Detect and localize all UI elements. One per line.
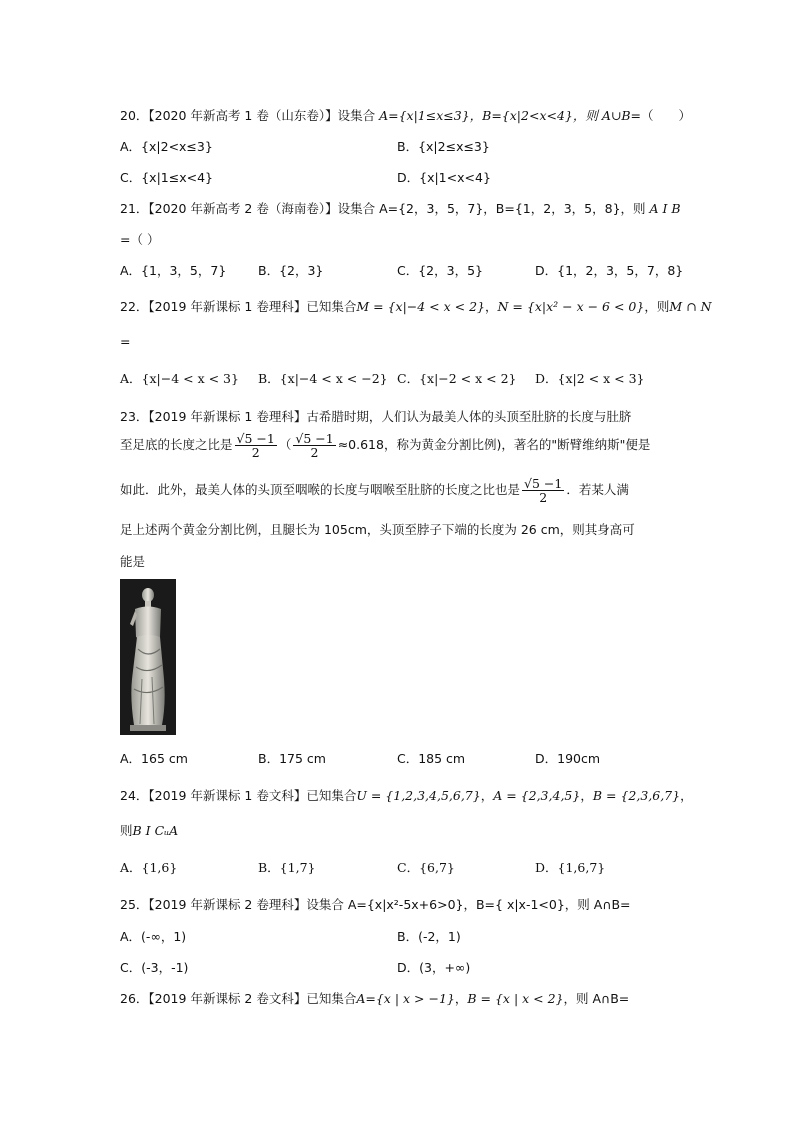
question-23-line5: 能是 [120, 554, 146, 569]
q24-line2: 则B I CᵤA [120, 823, 179, 838]
q20-option-c: C．{x|1≤x<4} [120, 170, 213, 185]
q25-option-d: D．(3，+∞) [397, 960, 471, 975]
q21-line2: =（ ） [120, 232, 160, 247]
q20-paren: （ ） [641, 108, 692, 123]
question-24: 24．【2019 年新课标 1 卷文科】已知集合U = {1,2,3,4,5,6,7}，A = {2,3,4,5}，B = {2,3,6,7}， [120, 788, 693, 803]
q25-option-b: B．(-2，1) [397, 929, 461, 944]
q24-line2-math: B I CᵤA [132, 823, 179, 838]
q26-b-set: B = {x | x < 2} [467, 991, 564, 1006]
q24-u-set: U = {1,2,3,4,5,6,7} [356, 788, 481, 803]
q22-n-set: N = {x|x² − x − 6 < 0} [497, 299, 645, 314]
q23-option-a: A．165 cm [120, 751, 188, 766]
q25-option-a: A．(-∞，1) [120, 929, 187, 944]
q22-m-set: M = {x|−4 < x < 2} [356, 299, 485, 314]
q22-option-b: B．{x|−4 < x < −2} [258, 371, 388, 386]
question-22 [120, 297, 712, 315]
q24-b-set: B = {2,3,6,7} [592, 788, 681, 803]
q24-option-a: A．{1,6} [120, 860, 178, 875]
q23-option-c: C．185 cm [397, 751, 466, 766]
q23-option-b: B．175 cm [258, 751, 326, 766]
golden-ratio-fraction-3: $\frac{√5 -1}{2}$ [524, 476, 563, 506]
q26-a-set: A={x | x > −1} [356, 991, 455, 1006]
q22-sep: ， [485, 299, 498, 314]
q23-option-d: D．190cm [535, 751, 601, 766]
question-25: 25．【2019 年新课标 2 卷理科】设集合 A={x|x²-5x+6>0}，B={ x|x-1<0}，则 A∩B= [120, 897, 631, 912]
q20-math: A={x|1≤x≤3}，B={x|2<x<4}，则 A∪B= [379, 108, 642, 123]
q22-tail: ，则 [644, 299, 670, 314]
question-26: 26．【2019 年新课标 2 卷文科】已知集合A={x | x > −1}，B = {x | x < 2}，则 A∩B= [120, 991, 630, 1006]
question-23-line3: 如此．此外，最美人体的头顶至咽喉的长度与咽喉至肚脐的长度之比也是 $\frac{√5 -1}{2}$ ．若某人满 [120, 476, 629, 506]
question-23-line2: 至足底的长度之比是 $\frac{√5 -1}{2}$ （ $\frac{√5 -1}{2}$ ≈0.618，称为黄金分割比例)，著名的"断臂维纳斯"便是 [120, 431, 651, 461]
q24-option-d: D．{1,6,7} [535, 860, 606, 875]
q24-option-b: B．{1,7} [258, 860, 316, 875]
q21-option-d: D．{1，2，3，5，7，8} [535, 263, 684, 278]
q24-option-c: C．{6,7} [397, 860, 455, 875]
q20-option-b: B．{x|2≤x≤3} [397, 139, 490, 154]
q22-option-c: C．{x|−2 < x < 2} [397, 371, 517, 386]
q25-option-c: C．(-3，-1) [120, 960, 189, 975]
q22-tail-math: M ∩ N [669, 299, 712, 314]
q22-option-a: A．{x|−4 < x < 3} [120, 371, 239, 386]
golden-ratio-fraction: $\frac{√5 -1}{2}$ [236, 431, 275, 461]
question-21 [120, 199, 681, 217]
q20-option-a: A．{x|2<x≤3} [120, 139, 213, 154]
q20-stem: 20．【2020 年新高考 1 卷（山东卷）】设集合 [120, 108, 380, 123]
q21-stem: 21．【2020 年新高考 2 卷（海南卷）】设集合 A={2，3，5，7}，B={1，2，3，5，8}，则 [120, 201, 646, 216]
question-23-line1: 23．【2019 年新课标 1 卷理科】古希腊时期，人们认为最美人体的头顶至肚脐的长度与肚脐 [120, 409, 632, 424]
q20-option-d: D．{x|1<x<4} [397, 170, 491, 185]
q21-option-c: C．{2，3，5} [397, 263, 483, 278]
question-20 [120, 106, 691, 124]
q24-a-set: A = {2,3,4,5} [493, 788, 581, 803]
golden-ratio-fraction-2: $\frac{√5 -1}{2}$ [295, 431, 334, 461]
q21-math: A I B [649, 201, 681, 216]
venus-statue-image [120, 579, 176, 735]
question-23-line4: 足上述两个黄金分割比例，且腿长为 105cm，头顶至脖子下端的长度为 26 cm，则其身高可 [120, 522, 635, 537]
q22-line2: = [120, 334, 131, 349]
q21-option-a: A．{1，3，5，7} [120, 263, 227, 278]
q22-option-d: D．{x|2 < x < 3} [535, 371, 645, 386]
q22-stem: 22．【2019 年新课标 1 卷理科】已知集合 [120, 299, 357, 314]
q21-option-b: B．{2，3} [258, 263, 324, 278]
